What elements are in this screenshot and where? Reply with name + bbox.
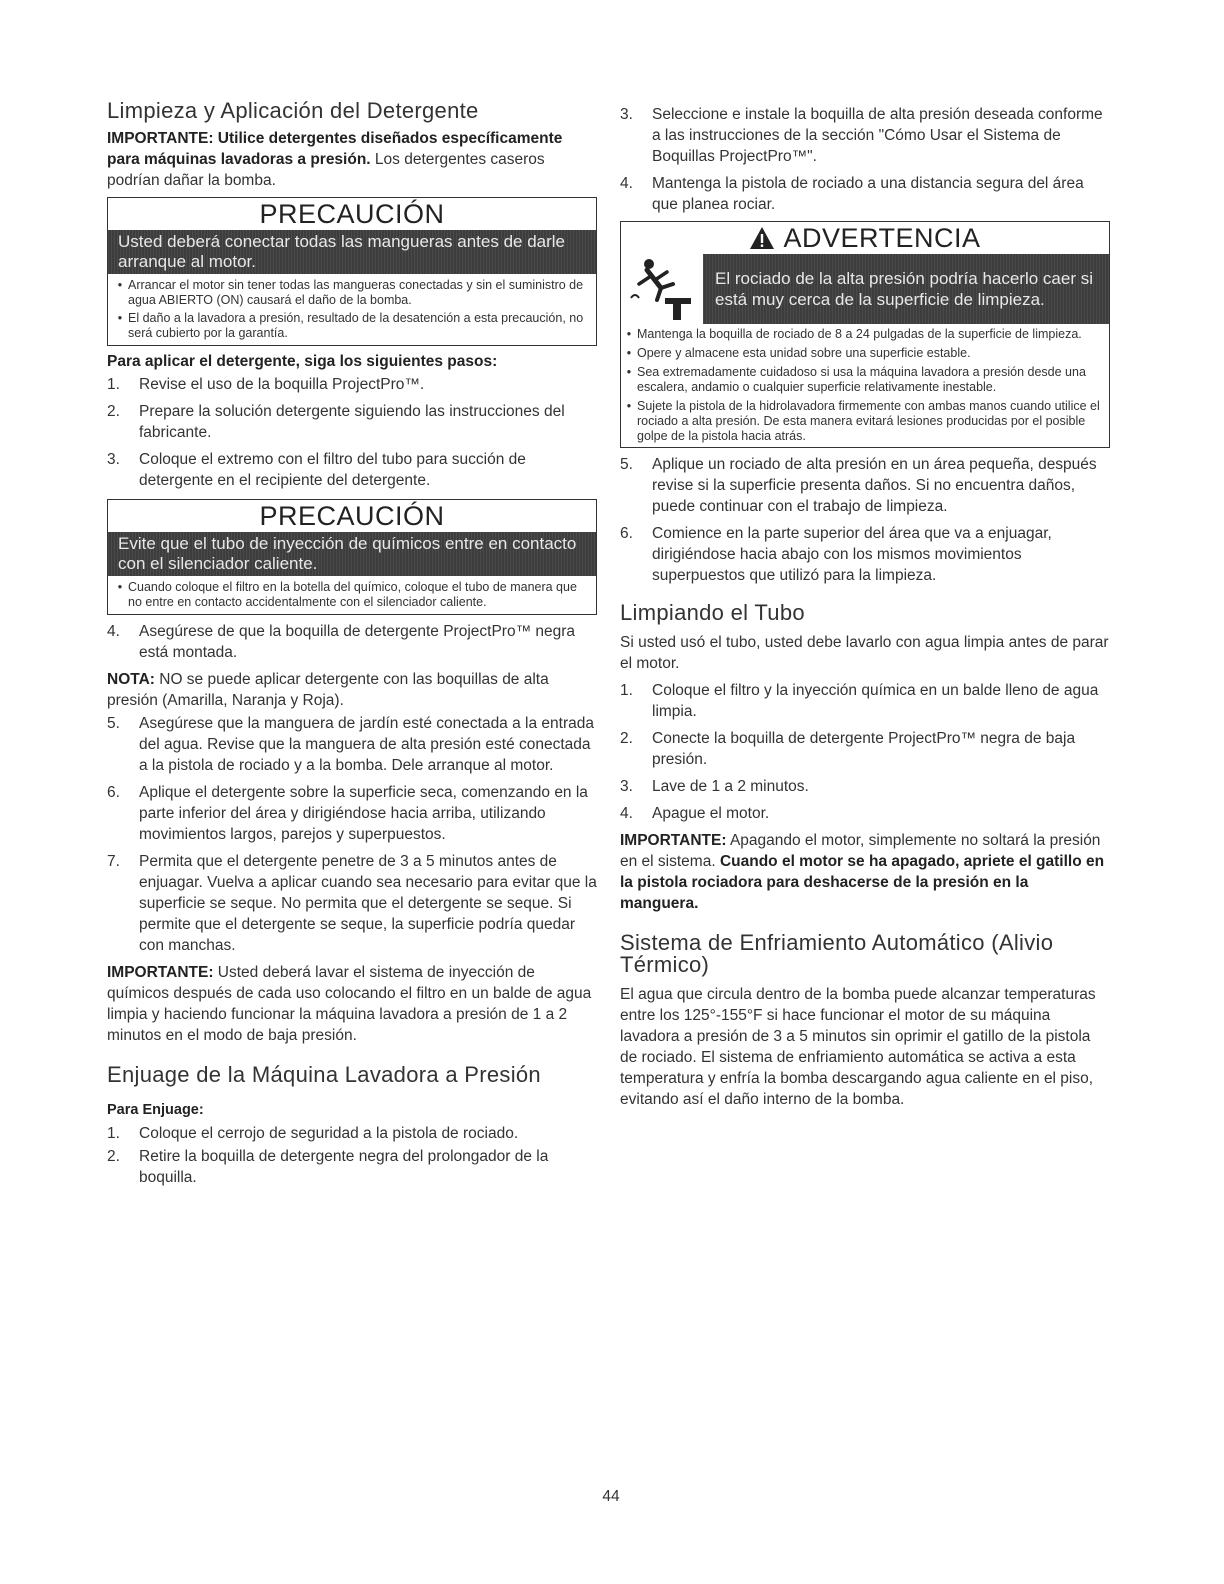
section-title-cooling: Sistema de Enfriamiento Automático (Alivio Térmico) xyxy=(620,930,1054,977)
list-item: 2. Prepare la solución detergente siguiendo las instrucciones del fabricante. xyxy=(107,403,565,441)
spray-steps-list-2 xyxy=(620,454,1110,586)
spray-steps-list xyxy=(620,104,1110,215)
list-item: 1. Coloque el filtro y la inyección química en un balde lleno de agua limpia. xyxy=(620,682,1099,720)
caution-banner: Usted deberá conectar todas las mangueras antes de darle arranque al motor. xyxy=(108,230,596,274)
caution-title: PRECAUCIÓN xyxy=(259,199,445,229)
list-item: 1. Coloque el cerrojo de seguridad a la pistola de rociado. xyxy=(107,1125,519,1142)
section-title-tube: Limpiando el Tubo xyxy=(620,600,805,625)
caution-bullet: • El daño a la lavadora a presión, resultado de la desatención a esta precaución, no será cubierto por la garantía. xyxy=(117,311,584,340)
slip-hazard-icon xyxy=(621,254,703,324)
steps-heading: Para aplicar el detergente, siga los siguientes pasos: xyxy=(107,353,498,370)
list-item: 6. Comience en la parte superior del área que va a enjuagar, dirigiéndose hacia abajo con los mismos movimientos superpuestos que utilizó para la limpieza. xyxy=(620,525,1052,584)
list-item: 5. Aplique un rociado de alta presión en un área pequeña, después revise si la superficie presenta daños. Si no encuentra daños, puede continuar con el trabajo de limpieza. xyxy=(620,456,1097,515)
caution-bullet: • Cuando coloque el filtro en la botella del químico, coloque el tubo de manera que no entre en contacto accidentalmente con el silenciador caliente. xyxy=(117,580,577,609)
left-column xyxy=(107,100,597,1188)
rinse-steps-list xyxy=(107,1123,597,1188)
warning-title-row: ADVERTENCIA xyxy=(621,222,1109,254)
page-number: 44 xyxy=(602,1488,620,1505)
warning-box xyxy=(620,221,1110,448)
section-title-rinse: Enjuage de la Máquina Lavadora a Presión xyxy=(107,1062,541,1087)
list-item: 2. Retire la boquilla de detergente negra del prolongador de la boquilla. xyxy=(107,1148,549,1186)
list-item: 7. Permita que el detergente penetre de 3 a 5 minutos antes de enjuagar. Vuelva a aplicar cuando sea necesario para evitar que la superficie se seque. No permita que el detergente se seque. Si permite que el detergente se seque, la superficie podría quedar con manchas. xyxy=(107,853,597,954)
list-item: 5. Asegúrese que la manguera de jardín esté conectada a la entrada del agua. Revise que la manguera de alta presión esté conectada a la pistola de rociado y a la bomba. Dele arranque al motor. xyxy=(107,715,594,774)
cooling-paragraph: El agua que circula dentro de la bomba puede alcanzar temperaturas entre los 125°-155°F si hace funcionar el motor de su máquina lavadora a presión de 3 a 5 minutos sin oprimir el gatillo de la pistola de rociado. El sistema de enfriamiento automática se activa a esta temperatura y enfría la bomba descargando agua caliente en el piso, evitando así el daño interno de la bomba. xyxy=(620,986,1096,1108)
list-item: 3. Seleccione e instale la boquilla de alta presión deseada conforme a las instrucciones de la sección "Cómo Usar el Sistema de Boquillas ProjectPro™". xyxy=(620,106,1103,165)
list-item: 3. Lave de 1 a 2 minutos. xyxy=(620,778,809,795)
caution-banner: Evite que el tubo de inyección de químicos entre en contacto con el silenciador caliente. xyxy=(108,532,596,576)
important-note-detergent: IMPORTANTE: Utilice detergentes diseñados específicamente para máquinas lavadoras a presión. Los detergentes caseros podrían dañar la bomba. xyxy=(107,130,563,189)
caution-box-hoses xyxy=(107,197,597,346)
rinse-heading: Para Enjuage: xyxy=(107,1102,204,1118)
warning-triangle-icon xyxy=(749,226,775,250)
tube-steps-list xyxy=(620,680,1110,824)
list-item: 2. Conecte la boquilla de detergente ProjectPro™ negra de baja presión. xyxy=(620,730,1076,768)
detergent-steps-list xyxy=(107,374,597,491)
warning-bullet: • Mantenga la boquilla de rociado de 8 a 24 pulgadas de la superficie de limpieza. xyxy=(626,327,1082,341)
detergent-step-4 xyxy=(107,621,597,663)
warning-banner: El rociado de la alta presión podría hacerlo caer si está muy cerca de la superficie de limpieza. xyxy=(703,254,1109,324)
important-note-flush: IMPORTANTE: Usted deberá lavar el sistema de inyección de químicos después de cada uso colocando el filtro en un balde de agua limpia y haciendo funcionar la máquina lavadora a presión de 1 a 2 minutos en el modo de baja presión. xyxy=(107,964,592,1044)
list-item: 4. Mantenga la pistola de rociado a una distancia segura del área que planea rociar. xyxy=(620,175,1084,213)
caution-box-muffler xyxy=(107,499,597,615)
warning-bullet: • Opere y almacene esta unidad sobre una superficie estable. xyxy=(626,346,971,360)
list-item: 3. Coloque el extremo con el filtro del tubo para succión de detergente en el recipiente del detergente. xyxy=(107,451,526,489)
detergent-steps-list-2 xyxy=(107,713,597,956)
caution-title: PRECAUCIÓN xyxy=(259,501,445,531)
important-note-pressure: IMPORTANTE: Apagando el motor, simplemente no soltará la presión en el sistema. Cuando el motor se ha apagado, apriete el gatillo en la pistola rociadora para deshacerse de la presión en la manguera. xyxy=(620,832,1105,912)
warning-bullet: • Sujete la pistola de la hidrolavadora firmemente con ambas manos cuando utilice el rociado a alta presión. De esta manera evitará lesiones producidas por el posible golpe de la pistola hacia atrás. xyxy=(626,399,1100,443)
list-item: 6. Aplique el detergente sobre la superficie seca, comenzando en la parte inferior del área y dirigiéndose hacia arriba, utilizando movimientos largos, parejos y superpuestos. xyxy=(107,784,588,843)
nota-paragraph: NOTA: NO se puede aplicar detergente con las boquillas de alta presión (Amarilla, Naranja y Roja). xyxy=(107,671,549,709)
list-item: 4. Asegúrese de que la boquilla de detergente ProjectPro™ negra está montada. xyxy=(107,623,576,661)
warning-bullet: • Sea extremadamente cuidadoso si usa la máquina lavadora a presión desde una escalera, andamio o cualquier superficie relativamente inestable. xyxy=(626,365,1086,394)
list-item: 4. Apague el motor. xyxy=(620,805,770,822)
section-title-cleaning: Limpieza y Aplicación del Detergente xyxy=(107,98,479,123)
tube-intro: Si usted usó el tubo, usted debe lavarlo con agua limpia antes de parar el motor. xyxy=(620,634,1109,672)
caution-bullet: • Arrancar el motor sin tener todas las mangueras conectadas y sin el suministro de agua ABIERTO (ON) causará el daño de la bomba. xyxy=(117,278,584,307)
list-item: 1. Revise el uso de la boquilla ProjectPro™. xyxy=(107,376,425,393)
right-column xyxy=(620,100,1110,1110)
